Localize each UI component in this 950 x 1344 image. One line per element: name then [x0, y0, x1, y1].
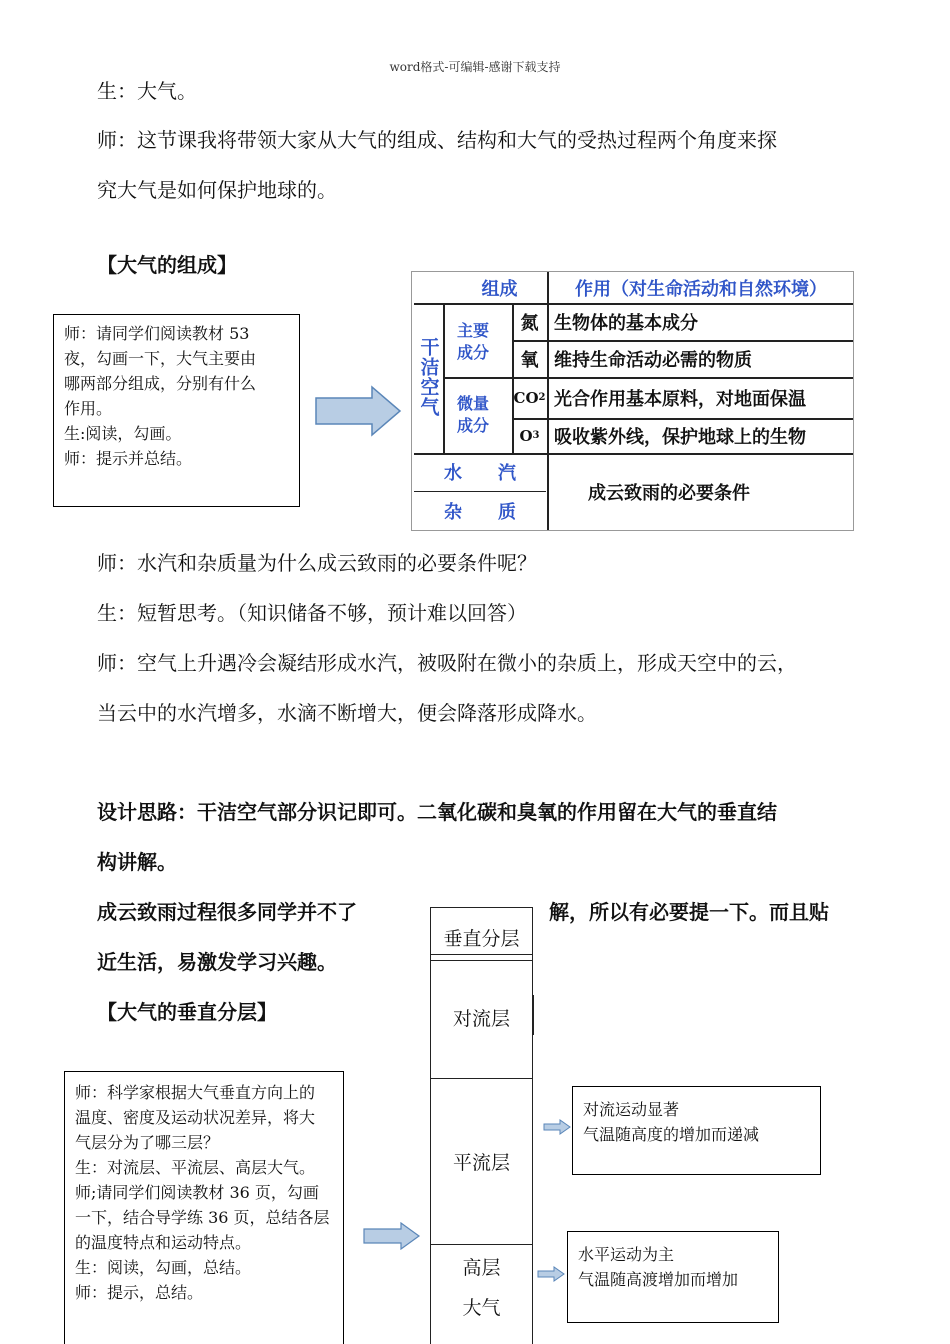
gas-cell: 氮	[520, 312, 539, 334]
box-line: 师：提示并总结。	[64, 449, 193, 468]
main-components-label: 主要成分	[456, 321, 489, 362]
box-line: 夜，勾画一下，大气主要由	[64, 349, 257, 368]
page-header: word格式-可编辑-感谢下载支持	[389, 60, 561, 74]
troposphere-note	[572, 1086, 821, 1175]
layer-stratosphere: 平流层	[452, 1152, 510, 1174]
role-cell: 光合作用基本原料，对地面保温	[554, 388, 806, 410]
box-line: 作用。	[64, 399, 113, 418]
composition-table	[411, 271, 854, 531]
impurity-label: 杂 质	[444, 502, 516, 523]
header-role: 作用（对生命活动和自然环境）	[575, 278, 827, 300]
design-note: 近生活，易激发学习兴趣。	[97, 950, 337, 974]
paragraph: 师：水汽和杂质量为什么成云致雨的必要条件呢？	[97, 551, 537, 575]
paragraph: 究大气是如何保护地球的。	[97, 178, 337, 202]
note-line: 水平运动为主	[578, 1245, 675, 1264]
gas-cell: O 3	[519, 426, 540, 445]
role-cell: 维持生命活动必需的物质	[554, 349, 752, 371]
layer-table	[430, 907, 533, 1344]
section-heading: 【大气的组成】	[97, 253, 237, 277]
box-line: 师：提示，总结。	[75, 1283, 204, 1302]
water-vapor-label: 水 汽	[444, 463, 516, 484]
gas-cell: CO 2	[513, 388, 546, 407]
box-line: 师;请同学们阅读教材 36 页，勾画	[75, 1183, 319, 1202]
water-role-cell: 成云致雨的必要条件	[588, 482, 750, 504]
note-line: 气温随高渡增加而增加	[578, 1270, 739, 1289]
box-line: 温度、密度及运动状况差异，将大	[75, 1108, 316, 1127]
box-line: 师：请同学们阅读教材 53	[64, 324, 250, 343]
gas-cell: 氧	[520, 349, 539, 371]
right-arrow-icon	[363, 1222, 421, 1250]
layer-upper-b: 大气	[462, 1296, 501, 1319]
trace-components-label: 微量成分	[456, 394, 489, 435]
design-note: 解，所以有必要提一下。而且贴	[549, 900, 829, 924]
layer-upper-a: 高层	[462, 1256, 501, 1279]
layer-troposphere: 对流层	[452, 1007, 510, 1030]
paragraph: 师：空气上升遇冷会凝结形成水汽，被吸附在微小的杂质上，形成天空中的云，	[97, 651, 797, 675]
dialogue-box	[53, 314, 300, 507]
paragraph: 生：大气。	[97, 79, 197, 103]
design-note: 设计思路：干洁空气部分识记即可。二氧化碳和臭氧的作用留在大气的垂直结	[97, 800, 777, 824]
box-line: 师：科学家根据大气垂直方向上的	[75, 1083, 316, 1102]
box-line: 生：阅读，勾画，总结。	[75, 1258, 252, 1277]
right-arrow-icon	[537, 1266, 565, 1282]
paragraph: 当云中的水汽增多，水滴不断增大，便会降落形成降水。	[97, 701, 597, 725]
role-cell: 生物体的基本成分	[554, 312, 698, 334]
box-line: 的温度特点和运动特点。	[75, 1233, 252, 1252]
paragraph: 师：这节课我将带领大家从大气的组成、结构和大气的受热过程两个角度来探	[97, 128, 777, 152]
right-arrow-icon	[543, 1119, 571, 1135]
paragraph: 生：短暂思考。（知识储备不够，预计难以回答）	[97, 601, 527, 625]
section-heading: 【大气的垂直分层】	[97, 1000, 277, 1024]
header-composition: 组成	[481, 278, 518, 300]
role-cell: 吸收紫外线，保护地球上的生物	[554, 426, 806, 448]
stratosphere-note	[567, 1231, 779, 1323]
note-line: 气温随高度的增加而递减	[583, 1125, 760, 1144]
dialogue-box	[64, 1071, 344, 1344]
box-line: 生：对流层、平流层、高层大气。	[75, 1158, 316, 1177]
note-line: 对流运动显著	[583, 1100, 680, 1119]
design-note: 构讲解。	[97, 850, 177, 874]
box-line: 气层分为了哪三层？	[75, 1133, 220, 1152]
dry-air-label: 干洁空气	[417, 337, 440, 417]
box-line: 生:阅读，勾画。	[64, 424, 182, 443]
layer-header: 垂直分层	[443, 927, 520, 950]
right-arrow-icon	[314, 385, 402, 437]
design-note: 成云致雨过程很多同学并不了	[97, 900, 357, 924]
box-line: 哪两部分组成，分别有什么	[64, 374, 257, 393]
box-line: 一下，结合导学练 36 页，总结各层	[75, 1208, 330, 1227]
